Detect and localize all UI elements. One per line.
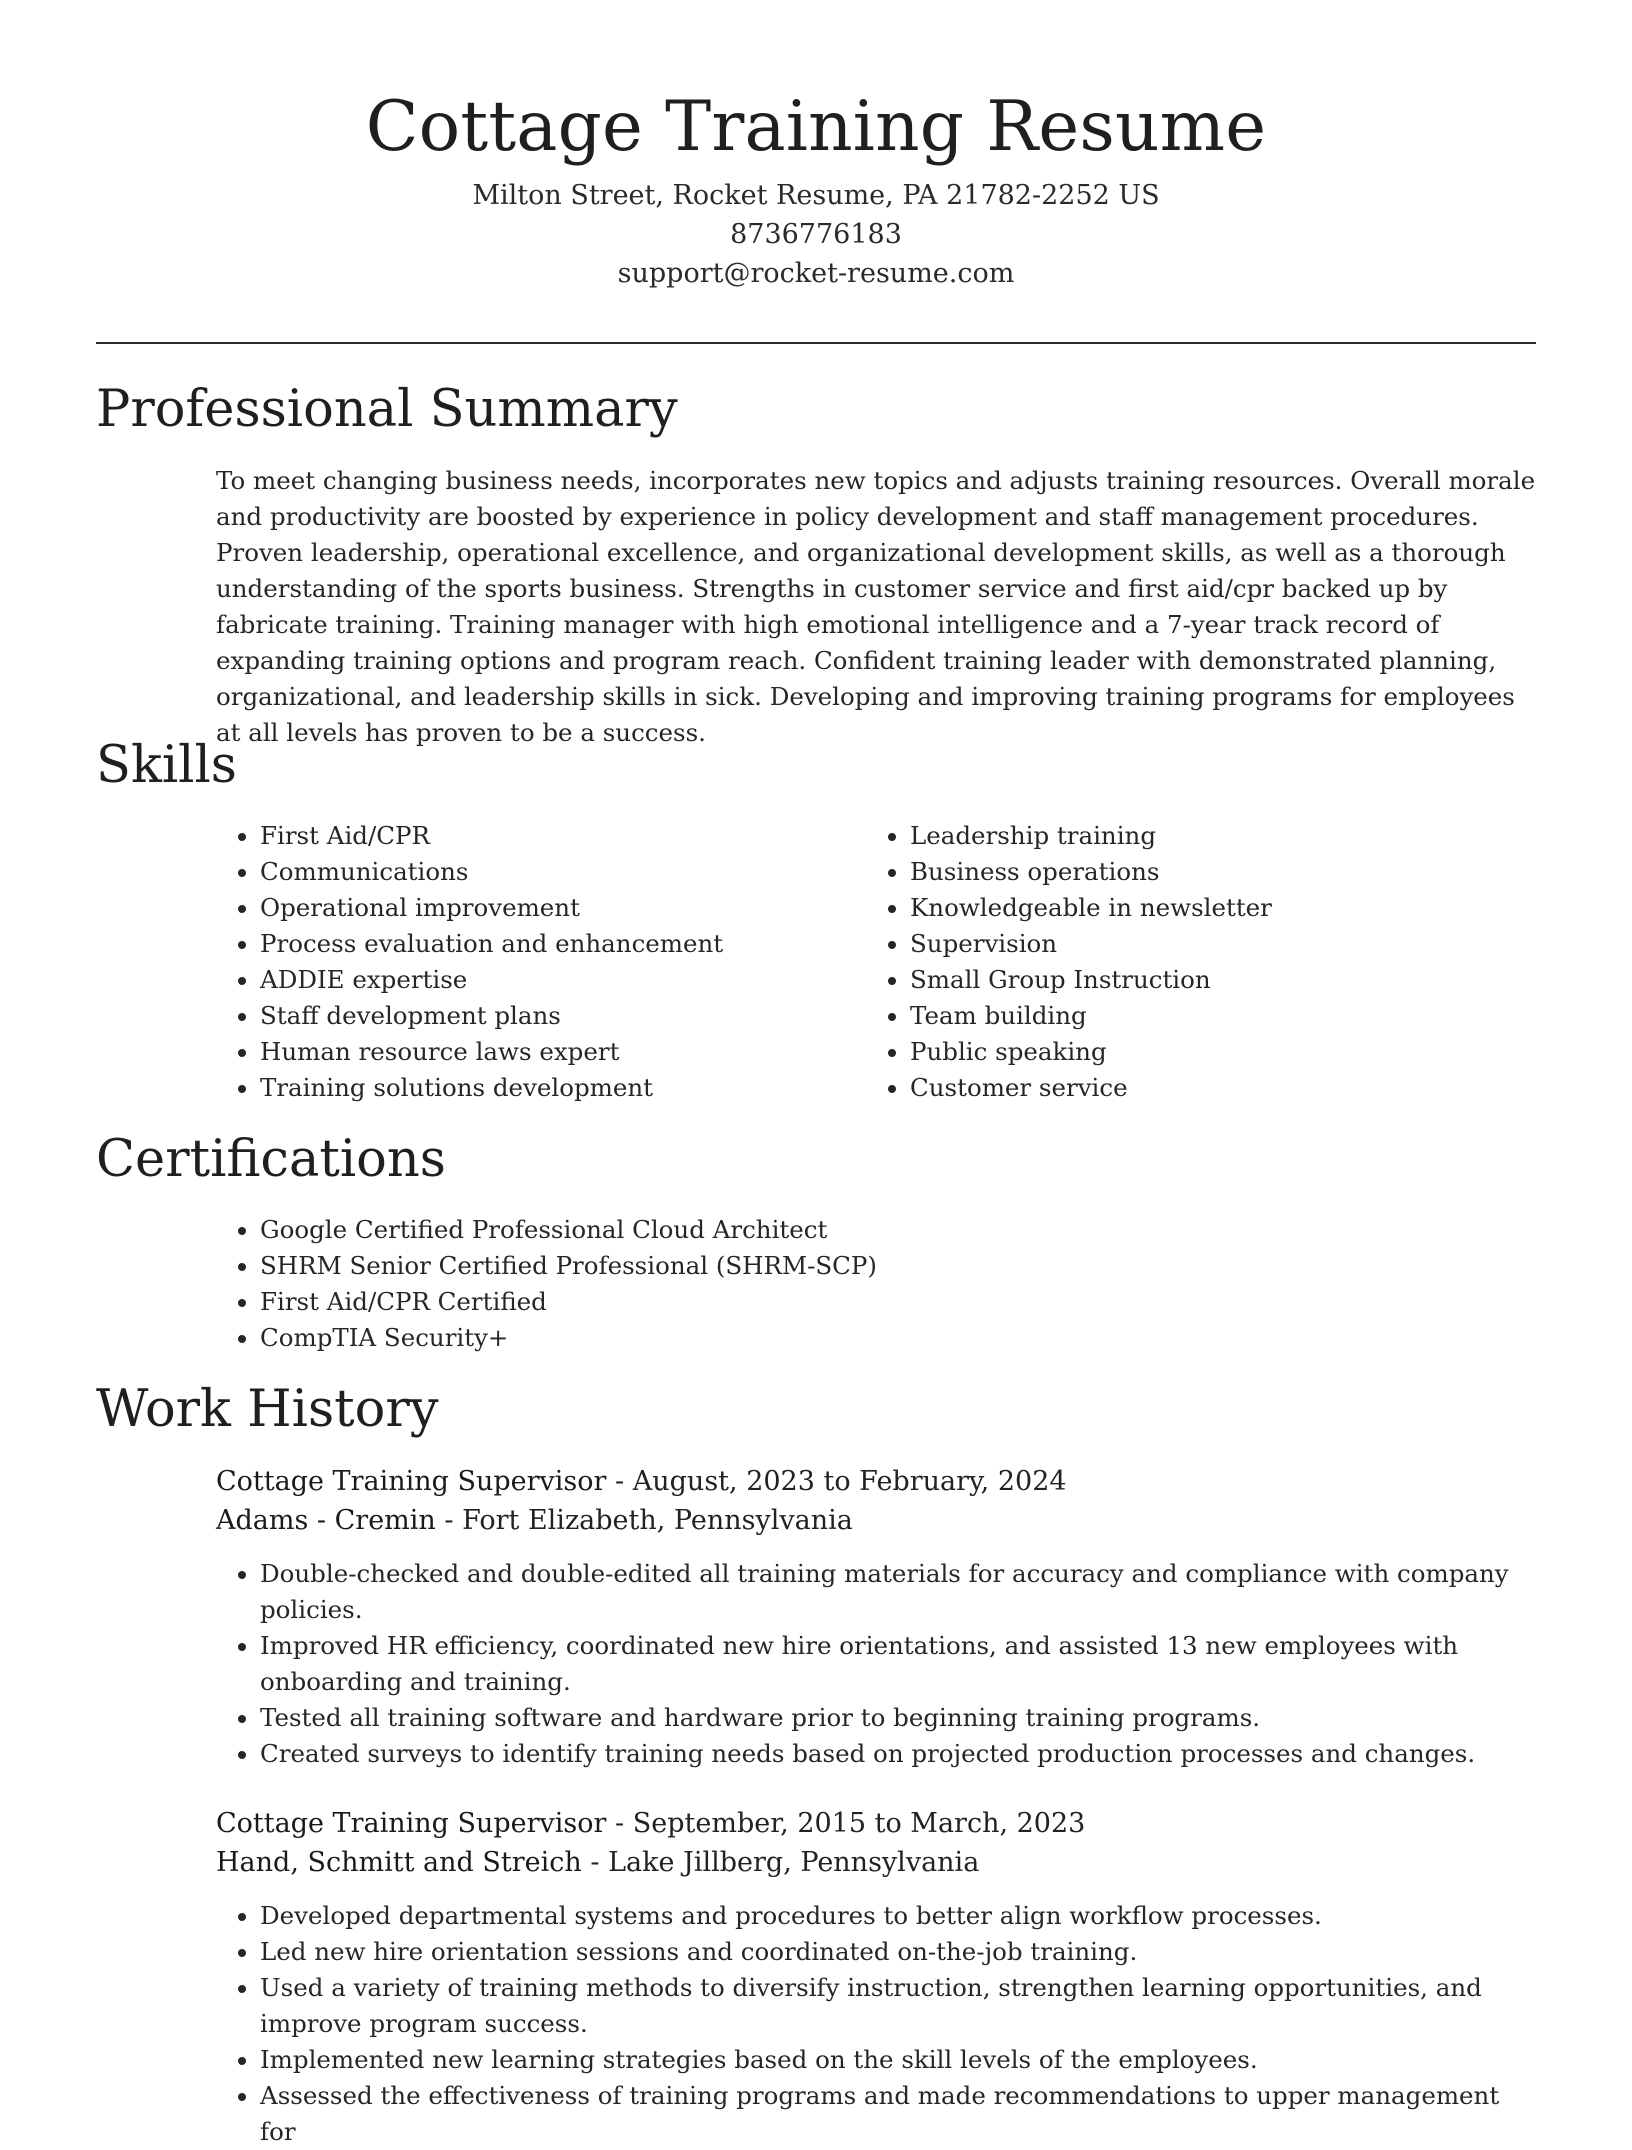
skill-item: • Staff development plans (260, 998, 816, 1034)
separator: - (444, 1505, 463, 1536)
skills-list-right (866, 818, 1526, 1106)
job-bullet: • Used a variety of training methods to diversify instruction, strengthen learning opportunities, and improve program success. (260, 1970, 1542, 2042)
job-bullet: • Double-checked and double-edited all training materials for accuracy and compliance with company policies. (260, 1556, 1542, 1628)
job-bullet: • Developed departmental systems and procedures to better align workflow processes. (260, 1898, 1542, 1934)
job-title-line (216, 1804, 1542, 1843)
summary-heading: Professional Summary (96, 380, 678, 439)
work-history-heading: Work History (96, 1380, 439, 1439)
skill-item: • Knowledgeable in newsletter (910, 890, 1526, 926)
job-company-line (216, 1501, 1542, 1540)
job-bullets (216, 1898, 1542, 2150)
skill-item: • Communications (260, 854, 816, 890)
skill-item: • Human resource laws expert (260, 1034, 816, 1070)
job-role: Cottage Training Supervisor (216, 1808, 607, 1839)
skill-item: • Supervision (910, 926, 1526, 962)
job-bullet: • Improved HR efficiency, coordinated new hire orientations, and assisted 13 new employees with onboarding and training. (260, 1628, 1542, 1700)
skill-item: • Leadership training (910, 818, 1526, 854)
job-role: Cottage Training Supervisor (216, 1466, 607, 1497)
summary-text: To meet changing business needs, incorporates new topics and adjusts training resources. Overall morale and productivity are boosted by experience in policy development and staff management procedures. Proven leadership, operational excellence, and organizational development skills, as well as a thorough understanding of the sports business. Strengths in customer service and first aid/cpr backed up by fabricate training. Training manager with high emotional intelligence and a 7-year track record of expanding training options and program reach. Confident training leader with demonstrated planning, organizational, and leadership skills in sick. Developing and improving training programs for employees at all levels has proven to be a success. (216, 466, 1536, 747)
job-bullet: • Assessed the effectiveness of training programs and made recommendations to upper management for (260, 2078, 1542, 2150)
job-dates: August, 2023 to February, 2024 (632, 1466, 1067, 1497)
skill-item: • Training solutions development (260, 1070, 816, 1106)
certifications-block (216, 1212, 877, 1356)
certification-item: • CompTIA Security+ (260, 1320, 877, 1356)
skills-heading: Skills (96, 736, 237, 795)
certification-item: • SHRM Senior Certified Professional (SHRM-SCP) (260, 1248, 877, 1284)
job-company: Adams - Cremin (216, 1505, 436, 1536)
job-entry (216, 1804, 1542, 2150)
skills-list-left (216, 818, 816, 1106)
skill-item: • Public speaking (910, 1034, 1526, 1070)
job-dates: September, 2015 to March, 2023 (632, 1808, 1086, 1839)
job-bullet: • Created surveys to identify training needs based on projected production processes and changes. (260, 1736, 1542, 1772)
job-bullets (216, 1556, 1542, 1772)
contact-address: Milton Street, Rocket Resume, PA 21782-2252 US (472, 180, 1160, 211)
job-title-line (216, 1462, 1542, 1501)
header-divider (96, 342, 1536, 344)
skill-item: • ADDIE expertise (260, 962, 816, 998)
skills-column-left (216, 818, 816, 1106)
job-location: Fort Elizabeth, Pennsylvania (462, 1505, 853, 1536)
certification-item: • First Aid/CPR Certified (260, 1284, 877, 1320)
job-entry (216, 1462, 1542, 1772)
separator: - (615, 1808, 633, 1839)
skill-item: • Customer service (910, 1070, 1526, 1106)
job-bullet: • Implemented new learning strategies based on the skill levels of the employees. (260, 2042, 1542, 2078)
contact-info (96, 176, 1536, 293)
job-company-line (216, 1843, 1542, 1882)
certifications-heading: Certifications (96, 1130, 446, 1189)
job-company: Hand, Schmitt and Streich (216, 1847, 582, 1878)
contact-email: support@rocket-resume.com (617, 258, 1015, 289)
skill-item: • Team building (910, 998, 1526, 1034)
job-bullet: • Led new hire orientation sessions and coordinated on-the-job training. (260, 1934, 1542, 1970)
job-bullet: • Tested all training software and hardware prior to beginning training programs. (260, 1700, 1542, 1736)
certifications-list (216, 1212, 877, 1356)
contact-phone: 8736776183 (730, 219, 902, 250)
separator: - (590, 1847, 609, 1878)
job-location: Lake Jillberg, Pennsylvania (608, 1847, 980, 1878)
skill-item: • First Aid/CPR (260, 818, 816, 854)
skill-item: • Process evaluation and enhancement (260, 926, 816, 962)
certification-item: • Google Certified Professional Cloud Architect (260, 1212, 877, 1248)
separator: - (615, 1466, 633, 1497)
skill-item: • Business operations (910, 854, 1526, 890)
skill-item: • Operational improvement (260, 890, 816, 926)
skills-column-right (866, 818, 1526, 1106)
resume-header (96, 86, 1536, 293)
skill-item: • Small Group Instruction (910, 962, 1526, 998)
resume-name: Cottage Training Resume (365, 87, 1267, 167)
